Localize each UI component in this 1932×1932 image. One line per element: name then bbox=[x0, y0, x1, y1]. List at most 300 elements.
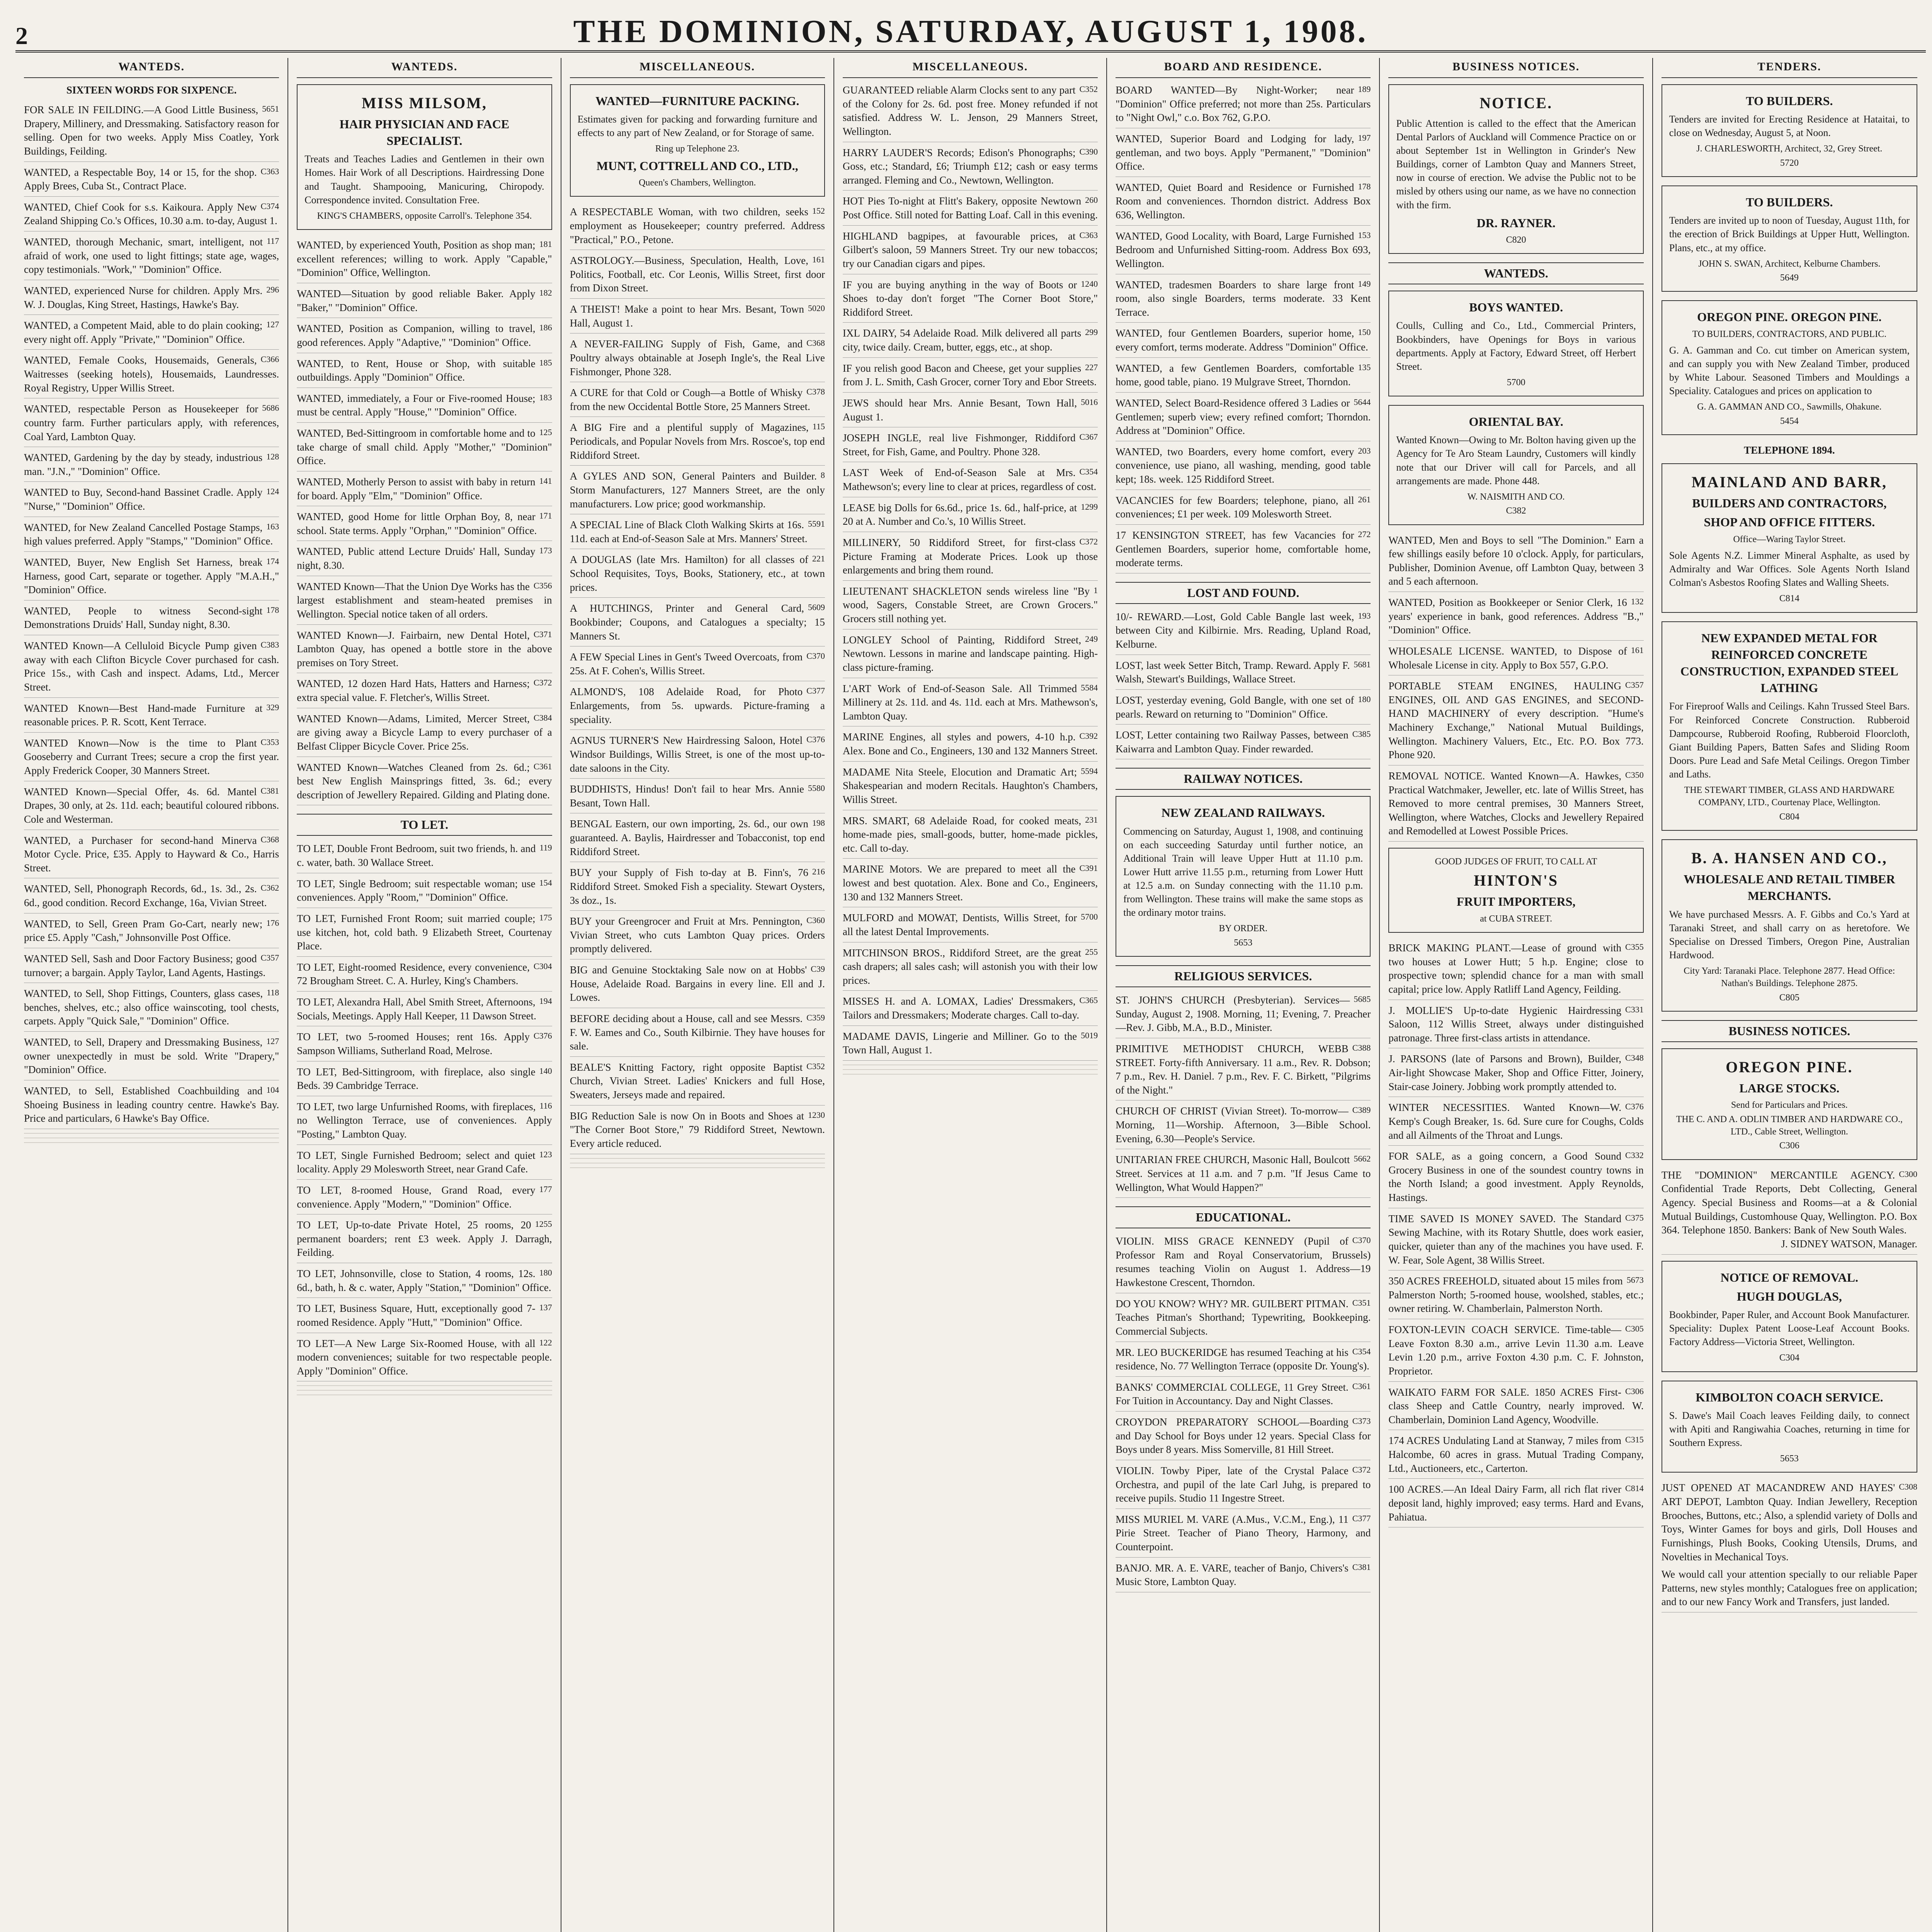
ad-line: at CUBA STREET. bbox=[1480, 913, 1552, 924]
display-ad-hintons bbox=[1388, 848, 1643, 933]
ad-code: 1299 bbox=[1081, 502, 1098, 512]
text-filler bbox=[570, 1158, 825, 1172]
classified-ad bbox=[570, 254, 825, 299]
ad-code: C385 bbox=[1352, 729, 1371, 739]
ad-code: 5584 bbox=[1081, 682, 1098, 692]
ad-text: BUDDHISTS, Hindus! Don't fail to hear Mrs. Annie Besant, Town Hall. bbox=[570, 783, 804, 809]
page-number: 2 bbox=[15, 22, 28, 49]
ad-code: 125 bbox=[539, 427, 552, 437]
ad-text: BIG and Genuine Stocktaking Sale now on at Hobbs' House, Adelaide Road. Bargains in every line. Ell and J. Lowes. bbox=[570, 964, 825, 1003]
column-heading: TENDERS. bbox=[1662, 58, 1917, 78]
ad-text: BANJO. MR. A. E. VARE, teacher of Banjo, Chivers's Music Store, Lambton Quay. bbox=[1116, 1562, 1349, 1588]
tender-title: TO BUILDERS. bbox=[1746, 195, 1833, 209]
ad-code: 5653 bbox=[1780, 1454, 1799, 1464]
ad-code: C382 bbox=[1506, 506, 1526, 516]
ad-code: C390 bbox=[1079, 146, 1098, 156]
ad-code: 261 bbox=[1358, 494, 1371, 504]
ad-title: BOYS WANTED. bbox=[1469, 300, 1563, 315]
classified-ad bbox=[1116, 529, 1371, 573]
display-ad-furniture-packing bbox=[570, 84, 825, 197]
ad-text: CHURCH OF CHRIST (Vivian Street). To-morrow—Morning, 11—Worship. Afternoon, 3—Bible School. Evening, 6.30—People's Service. bbox=[1116, 1105, 1371, 1145]
classified-ad bbox=[24, 235, 279, 280]
ad-text: WANTED, a Purchaser for second-hand Minerva Motor Cycle. Price, £35. Apply to Hayward & Co., Harris Street. bbox=[24, 834, 279, 874]
ad-code: 8 bbox=[820, 470, 825, 480]
ad-signoff: DR. RAYNER. bbox=[1476, 216, 1556, 230]
ad-code: C372 bbox=[1352, 1464, 1371, 1475]
classified-ad bbox=[297, 712, 552, 757]
classified-ad bbox=[843, 278, 1098, 323]
ad-text: 100 ACRES.—An Ideal Dairy Farm, all rich flat river deposit land, highly improved; easy terms. Hard and Evans, Pahiatua. bbox=[1388, 1483, 1644, 1523]
ad-subtitle: TO BUILDERS, CONTRACTORS, AND PUBLIC. bbox=[1692, 329, 1887, 339]
ad-text: ST. JOHN'S CHURCH (Presbyterian). Services—Sunday, August 2, 1908. Morning, 11; Evening, 7. Preacher—Rev. J. Gibb, M.A., B.D., Minister. bbox=[1116, 994, 1371, 1034]
ad-code: C304 bbox=[1779, 1353, 1799, 1363]
column-3 bbox=[561, 58, 834, 1932]
ad-text: WANTED, Female Cooks, Housemaids, Generals, Waitresses (seeking hotels), Housemaids, Laundresses. Royal Registry, Upper Willis Street. bbox=[24, 354, 279, 394]
ad-code: C357 bbox=[1625, 680, 1644, 690]
classified-ad bbox=[1116, 1346, 1371, 1377]
ad-text: WANTED, Chief Cook for s.s. Kaikoura. Apply New Zealand Shipping Co.'s Offices, 10.30 a.m. to-day, August 1. bbox=[24, 201, 277, 227]
ad-code: 227 bbox=[1085, 362, 1098, 372]
classified-ad bbox=[570, 650, 825, 681]
ad-code: C367 bbox=[1079, 432, 1098, 442]
ad-text: WANTED, thorough Mechanic, smart, intelligent, not afraid of work, one used to light fittings; state age, wages, copy testimonials. "Work," "Dominion" Office. bbox=[24, 236, 279, 276]
text-filler bbox=[24, 1133, 279, 1147]
tender-code: 5720 bbox=[1780, 158, 1799, 168]
ad-text: WANTED, to Sell, Established Coachbuilding and Shoeing Business in leading country centre. Hawke's Bay. Price and particulars, 6 Hawke's Bay Office. bbox=[24, 1085, 279, 1124]
ad-body: Wanted Known—Owing to Mr. Bolton having given up the Agency for Te Aro Steam Laundry, Customers will kindly note that our Driver will call for Parcels, and all arrangements are made. Phone 448. bbox=[1396, 434, 1636, 486]
ad-text: WANTED, a few Gentlemen Boarders, comfortable home, good table, piano. 19 Mulgrave Street, Thorndon. bbox=[1116, 362, 1354, 388]
ad-tail: We would call your attention specially to our reliable Paper Patterns, new styles monthly; Catalogues free on application; and to our new Fancy Work and Transfers, just landed. bbox=[1661, 1568, 1917, 1608]
ad-code: C300 bbox=[1899, 1169, 1917, 1179]
ad-text: A FEW Special Lines in Gent's Tweed Overcoats, from 25s. At F. Cohen's, Willis Street. bbox=[570, 651, 803, 677]
ad-code: C331 bbox=[1625, 1004, 1644, 1014]
ad-code: 5454 bbox=[1780, 416, 1799, 426]
ad-signoff: BY ORDER. bbox=[1219, 923, 1268, 934]
classified-ad bbox=[297, 322, 552, 353]
classified-ad bbox=[1116, 728, 1371, 759]
ad-text: LOST, yesterday evening, Gold Bangle, with one set of pearls. Reward on returning to "Dominion" Office. bbox=[1116, 694, 1354, 720]
classified-ad bbox=[570, 421, 825, 466]
ad-code: C383 bbox=[260, 640, 279, 650]
ad-code: C370 bbox=[1352, 1235, 1371, 1245]
ad-text: WHOLESALE LICENSE. WANTED, to Dispose of Wholesale License in city. Apply to Box 557, G.P.O. bbox=[1388, 645, 1627, 671]
ad-text: WANTED, Position as Bookkeeper or Senior Clerk, 16 years' experience in bank, good references. Address "B.," "Dominion" Office. bbox=[1388, 597, 1644, 636]
ad-code: 5644 bbox=[1354, 397, 1371, 407]
ad-body: Treats and Teaches Ladies and Gentlemen in their own Homes. Hair Work of all Descriptions. Hairdressing Done and Taught. Shampooing, Manicuring, Chiropody. Correspondence invited. Consultation Free. bbox=[304, 153, 544, 206]
classified-ad bbox=[843, 362, 1098, 393]
ad-text: A RESPECTABLE Woman, with two children, seeks employment as Housekeeper; country preferred. Address "Practical," P.O., Petone. bbox=[570, 206, 825, 245]
ad-code: 5700 bbox=[1507, 377, 1526, 388]
classified-ad bbox=[843, 1030, 1098, 1061]
ad-code: C304 bbox=[533, 961, 552, 971]
ad-code: C332 bbox=[1625, 1150, 1644, 1160]
ad-text: MISSES H. and A. LOMAX, Ladies' Dressmakers, Tailors and Dressmakers; Moderate charges. Call to-day. bbox=[842, 995, 1080, 1021]
ad-code: C354 bbox=[1079, 467, 1098, 477]
ad-code: 154 bbox=[539, 878, 552, 888]
ad-line: WHOLESALE AND RETAIL TIMBER MERCHANTS. bbox=[1684, 872, 1895, 903]
ad-text: WANTED, 12 dozen Hard Hats, Hatters and Harness; extra special value. F. Fletcher's, Willis Street. bbox=[297, 678, 530, 704]
classified-ad bbox=[24, 917, 279, 948]
ad-firm: THE STEWART TIMBER, GLASS AND HARDWARE COMPANY, LTD., Courtenay Place, Wellington. bbox=[1684, 785, 1895, 808]
ad-code: C376 bbox=[1625, 1102, 1644, 1112]
classified-ad bbox=[843, 327, 1098, 357]
classified-ad bbox=[297, 761, 552, 806]
classified-ad bbox=[843, 633, 1098, 678]
ad-code: 140 bbox=[539, 1066, 552, 1076]
ad-text: WANTED, to Sell, Drapery and Dressmaking Business, owner unexpectedly in must be sold. Write "Drapery," "Dominion" Office. bbox=[24, 1036, 279, 1076]
classified-ad bbox=[297, 842, 552, 873]
ad-code: C377 bbox=[806, 686, 825, 696]
ad-text: VIOLIN. Towby Piper, late of the Crystal Palace Orchestra, and pupil of the late Carl Juhg, is prepared to receive pupils. Studio 11 Ingestre Street. bbox=[1116, 1464, 1371, 1504]
ad-address: KING'S CHAMBERS, opposite Carroll's. Telephone 354. bbox=[317, 211, 532, 221]
ad-text: HOT Pies To-night at Flitt's Bakery, opposite Newtown Post Office. Still noted for Batting Loaf. Call in this evening. bbox=[842, 195, 1098, 221]
ad-code: 182 bbox=[539, 288, 552, 298]
classified-ad bbox=[570, 553, 825, 598]
ad-text: WANTED, Good Locality, with Board, Large Furnished Bedroom and Unfurnished Sitting-room. Address Box 693, Wellington. bbox=[1116, 230, 1371, 269]
classified-ad bbox=[843, 995, 1098, 1026]
ad-text: BOARD WANTED—By Night-Worker; near "Dominion" Office preferred; not more than 25s. Particulars to "Night Owl," c.o. Box 762, G.P.O. bbox=[1116, 84, 1371, 124]
ad-text: JOSEPH INGLE, real live Fishmonger, Riddiford Street, for Fish, Game, and Poultry. Phone 328. bbox=[842, 432, 1076, 457]
display-ad-milsom bbox=[297, 84, 552, 230]
telephone-label: TELEPHONE 1894. bbox=[1744, 444, 1835, 456]
tender-signoff: J. CHARLESWORTH, Architect, 32, Grey Street. bbox=[1696, 144, 1883, 154]
ad-code: 104 bbox=[266, 1085, 279, 1095]
classified-ad bbox=[24, 103, 279, 162]
classified-ad bbox=[24, 882, 279, 913]
ad-title: KIMBOLTON COACH SERVICE. bbox=[1696, 1390, 1883, 1404]
ad-text: WANTED Known—Best Hand-made Furniture at reasonable prices. P. R. Scott, Kent Terrace. bbox=[24, 702, 263, 728]
classified-ad bbox=[1388, 596, 1643, 641]
classified-ad bbox=[570, 685, 825, 730]
ad-name: HINTON'S bbox=[1474, 872, 1558, 889]
classified-ad bbox=[843, 396, 1098, 427]
classified-ad bbox=[297, 1030, 552, 1061]
ad-text: AGNUS TURNER'S New Hairdressing Saloon, Hotel Windsor Buildings, Willis Street, is one of the most up-to-date saloons in the City. bbox=[570, 735, 825, 774]
classified-ad bbox=[24, 319, 279, 350]
classified-ad bbox=[1388, 1212, 1643, 1271]
ad-code: C39 bbox=[811, 964, 825, 974]
ad-text: WANTED, to Sell, Shop Fittings, Counters, glass cases, benches, shelves, etc.; also office wainscoting, tool chests, carpets. Apply "Quick Sale," "Dominion" Office. bbox=[24, 988, 279, 1027]
ad-text: TO LET—A New Large Six-Roomed House, with all modern conveniences; suitable for two respectable people. Apply "Dominion" Office. bbox=[297, 1337, 552, 1377]
ad-code: C353 bbox=[260, 737, 279, 747]
classified-ad bbox=[297, 475, 552, 506]
classified-ad bbox=[843, 466, 1098, 497]
ad-code: 161 bbox=[1631, 645, 1644, 655]
ad-text: THE "DOMINION" MERCANTILE AGENCY. Confidential Trade Reports, Debt Collecting, General Agency. Special Business and Rooms—at a & Colonial Mutual Buildings, Customhouse Quay, Wellington. P.O. Box 364. Telephone 1850. Bankers: Bank of New South Wales. bbox=[1661, 1169, 1917, 1236]
ad-text: WANTED, Sell, Phonograph Records, 6d., 1s. 3d., 2s. 6d., good condition. Record Exchange, 16a, Vivian Street. bbox=[24, 883, 267, 909]
column-5 bbox=[1107, 58, 1380, 1932]
ad-code: 5653 bbox=[1234, 937, 1253, 948]
ad-code: C381 bbox=[260, 786, 279, 796]
ad-title: ORIENTAL BAY. bbox=[1469, 415, 1563, 429]
ad-code: C348 bbox=[1625, 1053, 1644, 1063]
ad-text: DO YOU KNOW? WHY? MR. GUILBERT PITMAN. Teaches Pitman's Shorthand; Typewriting, Bookkeeping. Commercial Subjects. bbox=[1116, 1298, 1371, 1337]
classified-ad bbox=[297, 677, 552, 708]
ad-code: 173 bbox=[539, 546, 552, 556]
ad-code: C370 bbox=[806, 651, 825, 661]
column-1 bbox=[15, 58, 288, 1932]
ad-body: Estimates given for packing and forwarding furniture and effects to any part of New Zealand, or for Storage of same. bbox=[577, 114, 817, 139]
ad-text: 174 ACRES Undulating Land at Stanway, 7 miles from Halcombe, 60 acres in grass. Mutual Trading Company, Ltd., Auctioneers, etc., Carterton. bbox=[1388, 1435, 1644, 1474]
ad-footer: City Yard: Taranaki Place. Telephone 2877. Head Office: Nathan's Buildings. Telephone 2875. bbox=[1684, 966, 1895, 989]
ad-code: 185 bbox=[539, 357, 552, 367]
classified-ad bbox=[843, 911, 1098, 942]
classified-ad bbox=[1116, 1042, 1371, 1101]
ad-text: WANTED, tradesmen Boarders to share large front room, also single Boarders, terms moderate. 33 Kent Terrace. bbox=[1116, 279, 1371, 318]
ad-text: 10/- REWARD.—Lost, Gold Cable Bangle last week, between City and Kilbirnie. Mrs. Reading, Upland Road, Kelburne. bbox=[1116, 611, 1371, 650]
classified-ad bbox=[1116, 659, 1371, 690]
classified-ad bbox=[297, 629, 552, 673]
ad-code: 116 bbox=[539, 1100, 552, 1111]
classified-ad bbox=[24, 521, 279, 552]
classified-ad bbox=[1116, 694, 1371, 724]
classified-ad bbox=[1388, 1386, 1643, 1430]
ad-text: LAST Week of End-of-Season Sale at Mrs. Mathewson's; every line to clear at prices, regardless of cost. bbox=[842, 467, 1097, 492]
ad-code: 189 bbox=[1358, 84, 1371, 94]
ad-phone: Ring up Telephone 23. bbox=[655, 144, 740, 154]
classified-ad bbox=[570, 817, 825, 862]
ad-text: WANTED, Public attend Lecture Druids' Hall, Sunday night, 8.30. bbox=[297, 546, 536, 571]
classified-ad bbox=[24, 284, 279, 315]
classified-ad bbox=[24, 736, 279, 781]
ad-code: 249 bbox=[1085, 634, 1098, 644]
ad-text: MISS MURIEL M. VARE (A.Mus., V.C.M., Eng.), 11 Pirie Street. Teacher of Piano Theory, Harmony, and Counterpoint. bbox=[1116, 1513, 1371, 1553]
tender-body: Tenders are invited for Erecting Residence at Hataitai, to close on Wednesday, August 5, at Noon. bbox=[1669, 114, 1910, 139]
classified-ad bbox=[843, 682, 1098, 727]
ad-code: 118 bbox=[267, 988, 279, 998]
classified-ad bbox=[24, 1036, 279, 1080]
ad-list bbox=[570, 205, 825, 1154]
ad-code: 5700 bbox=[1081, 912, 1098, 922]
ad-code: 175 bbox=[539, 912, 552, 922]
ad-text: MADAME Nita Steele, Elocution and Dramatic Art; Shakespearian and modern Recitals. Haughton's Chambers, Willis Street. bbox=[842, 766, 1098, 805]
classified-ad bbox=[24, 702, 279, 733]
column-4 bbox=[834, 58, 1107, 1932]
column-heading: MISCELLANEOUS. bbox=[843, 58, 1098, 78]
ad-text: WANTED, to Rent, House or Shop, with suitable outbuildings. Apply "Dominion" Office. bbox=[297, 357, 536, 383]
ad-code: C350 bbox=[1625, 770, 1644, 780]
ad-code: C372 bbox=[1079, 536, 1098, 546]
ad-text: PRIMITIVE METHODIST CHURCH, WEBB STREET. Forty-fifth Anniversary. 11 a.m., Rev. R. Dobson; 7 p.m., Rev. H. Daniel. 7 p.m., Rev. F. C. Birkett, "Pilgrims of the Night." bbox=[1116, 1043, 1371, 1096]
ad-text: WANTED, good Home for little Orphan Boy, 8, near school. State terms. Apply "Orphan," "Dominion" Office. bbox=[297, 511, 537, 536]
classified-ad bbox=[1116, 1104, 1371, 1149]
ad-text: J. PARSONS (late of Parsons and Brown), Builder, Air-light Showcase Maker, Shop and Office Fitter, Joinery, Stair-case Joinery. Jobbing work promptly attended to. bbox=[1388, 1053, 1644, 1092]
classified-ad bbox=[843, 730, 1098, 761]
ad-code: 174 bbox=[266, 556, 279, 566]
classified-ad bbox=[1116, 83, 1371, 128]
classified-ad bbox=[1116, 132, 1371, 177]
classified-ad bbox=[24, 402, 279, 447]
ad-text: WANTED, Select Board-Residence offered 3 Ladies or Gentlemen; superb view; every refined comfort; Thorndon. Address at "Dominion" Office. bbox=[1116, 397, 1371, 437]
ad-text: JEWS should hear Mrs. Annie Besant, Town Hall, August 1. bbox=[842, 397, 1077, 423]
ad-text: WANTED, Quiet Board and Residence or Furnished Room and conveniences. Thorndon district. Address Box 636, Wellington. bbox=[1116, 181, 1371, 221]
ad-code: 176 bbox=[266, 918, 279, 928]
ad-text: A HUTCHINGS, Printer and General Card, Bookbinder; Coupons, and Catalogues a specialty; 15 Manners St. bbox=[570, 602, 825, 642]
ad-line: BUILDERS AND CONTRACTORS, bbox=[1692, 496, 1887, 510]
ad-text: A SPECIAL Line of Black Cloth Walking Skirts at 16s. 11d. each at End-of-Season Sale at Mrs. Manners' Street. bbox=[570, 519, 808, 544]
classified-ad bbox=[843, 946, 1098, 991]
ad-code: 123 bbox=[539, 1149, 552, 1159]
column-heading: MISCELLANEOUS. bbox=[570, 58, 825, 78]
ad-code: 5580 bbox=[808, 783, 825, 793]
ad-text: JUST OPENED AT MACANDREW AND HAYES' ART DEPOT, Lambton Quay. Indian Jewellery, Reception Brooches, Buttons, etc.; Also, a splendid variety of Dolls and Toys, Winter Games for boys and girls, Doll Houses and Furnishings, Plush Books, Cooking Utensils, Drums, and Novelties in Mechanical Toys. bbox=[1661, 1482, 1917, 1563]
ad-text: WANTED, immediately, a Four or Five-roomed House; must be central. Apply "House," "Dominion" Office. bbox=[297, 392, 536, 418]
classified-ad bbox=[570, 337, 825, 382]
ad-text: WANTED—Situation by good reliable Baker. Apply "Baker," "Dominion" Office. bbox=[297, 288, 536, 313]
ad-text: WANTED, to Sell, Green Pram Go-Cart, nearly new; price £5. Apply "Cash," Johnsonville Post Office. bbox=[24, 918, 263, 944]
classified-ad bbox=[297, 1267, 552, 1298]
ad-text: WANTED, a Respectable Boy, 14 or 15, for the shop. Apply Brees, Cuba St., Contract Place. bbox=[24, 166, 257, 192]
ad-code: 1255 bbox=[535, 1219, 552, 1229]
ad-code: 122 bbox=[539, 1337, 552, 1347]
display-ad-oriental-bay bbox=[1388, 405, 1643, 525]
ad-code: C362 bbox=[260, 883, 279, 893]
ad-men-boys bbox=[1388, 534, 1643, 592]
ad-text: TO LET, Single Furnished Bedroom; select and quiet locality. Apply 29 Molesworth Street, near Grand Cafe. bbox=[297, 1149, 536, 1175]
ad-text: LOST, last week Setter Bitch, Tramp. Reward. Apply F. Walsh, Stewart's Buildings, Wallace Street. bbox=[1116, 659, 1350, 685]
ad-title: NEW EXPANDED METAL FOR REINFORCED CONCRETE CONSTRUCTION, EXPANDED STEEL LATHING bbox=[1680, 631, 1898, 695]
ad-text: WANTED Known—That the Union Dye Works has the largest establishment and steam-heated premises in Wellington. Special notice taken of all orders. bbox=[297, 580, 552, 620]
classified-ad bbox=[1388, 1434, 1643, 1479]
ad-code: 260 bbox=[1085, 195, 1098, 205]
ad-code: 119 bbox=[539, 843, 552, 853]
ad-code: 216 bbox=[812, 867, 825, 877]
ad-code: 186 bbox=[539, 323, 552, 333]
ad-text: A BIG Fire and a plentiful supply of Magazines, Periodicals, and Popular Novels from Mrs. Roscoe's, top end Riddiford Street. bbox=[570, 422, 825, 461]
tender-title: TO BUILDERS. bbox=[1746, 94, 1833, 108]
classified-ad bbox=[1388, 769, 1643, 842]
classified-ad bbox=[297, 427, 552, 471]
ad-text: WANTED to Buy, Second-hand Bassinet Cradle. Apply "Nurse," "Dominion" Office. bbox=[24, 486, 263, 512]
classified-ad bbox=[297, 1302, 552, 1333]
classified-ad bbox=[1116, 362, 1371, 393]
ad-code: 272 bbox=[1358, 529, 1371, 539]
classified-ad bbox=[843, 194, 1098, 225]
ad-code: 115 bbox=[812, 422, 825, 432]
ad-text: WANTED, for New Zealand Cancelled Postage Stamps, high values preferred. Apply "Stamps," "Dominion" Office. bbox=[24, 521, 273, 547]
ad-text: FOR SALE IN FEILDING.—A Good Little Business, Drapery, Millinery, and Dressmaking. Satisfactory reason for selling. Open for two weeks. Apply Miss Coatley, York Buildings, Feilding. bbox=[24, 104, 279, 157]
ad-code: 1 bbox=[1094, 585, 1098, 595]
ad-code: C371 bbox=[533, 629, 552, 639]
ad-code: C376 bbox=[533, 1031, 552, 1041]
ad-text: HARRY LAUDER'S Records; Edison's Phonographs; Goss, etc.; Standard, £6; Triumph £12; cash or easy terms arranged. Fleming and Co., Newtown, Wellington. bbox=[842, 146, 1098, 186]
ad-code: 5651 bbox=[262, 104, 279, 114]
ad-text: WANTED, People to witness Second-sight Demonstrations Druids' Hall, Sunday night, 8.30. bbox=[24, 605, 263, 631]
classified-ad bbox=[24, 987, 279, 1032]
ad-list bbox=[1116, 610, 1371, 760]
ad-text: WANTED, a Competent Maid, able to do plain cooking; every night off. Apply "Private," "Dominion" Office. bbox=[24, 320, 263, 345]
ad-text: TIME SAVED IS MONEY SAVED. The Standard Sewing Machine, with its Rotary Shuttle, does work easier, quicker, quieter than any of the machines you have used. F. W. Fear, Sole Agent, 38 Willis Street. bbox=[1388, 1213, 1644, 1266]
ad-body: Sole Agents N.Z. Limmer Mineral Asphalte, as used by Admiralty and War Offices. Sole Agents North Island Colman's Asbestos Roofing Slates and Walling Sheets. bbox=[1669, 550, 1910, 588]
classified-ad bbox=[1116, 1561, 1371, 1592]
ad-code: 137 bbox=[539, 1303, 552, 1313]
ad-text: ALMOND'S, 108 Adelaide Road, for Photo Enlargements, from 5s. upwards. Picture-framing a speciality. bbox=[570, 686, 825, 725]
ad-code: 203 bbox=[1358, 446, 1371, 456]
section-business: BUSINESS NOTICES. bbox=[1662, 1020, 1917, 1042]
classified-ad bbox=[1116, 494, 1371, 525]
ad-list bbox=[24, 103, 279, 1129]
ad-text: WANTED, experienced Nurse for children. Apply Mrs. W. J. Douglas, King Street, Hastings, Hawke's Bay. bbox=[24, 284, 263, 310]
section-religious: RELIGIOUS SERVICES. bbox=[1116, 965, 1371, 987]
display-ad-notice bbox=[1388, 84, 1643, 254]
ad-code: 163 bbox=[266, 521, 279, 531]
ad-text: WANTED Known—Watches Cleaned from 2s. 6d.; best New English Mainsprings fitted, 3s. 6d.; every description of Jewellery Repaired. Gilding and Plating done. bbox=[297, 761, 552, 801]
column-6 bbox=[1380, 58, 1653, 1932]
ad-code: 117 bbox=[267, 236, 279, 246]
ad-list bbox=[843, 83, 1098, 1061]
ad-code: 5662 bbox=[1354, 1154, 1371, 1164]
ad-code: C820 bbox=[1506, 235, 1526, 245]
classified-ad bbox=[1116, 1464, 1371, 1509]
tender-ad bbox=[1662, 84, 1917, 177]
classified-ad bbox=[24, 201, 279, 231]
ad-code: 178 bbox=[1358, 181, 1371, 191]
ad-list bbox=[297, 238, 552, 805]
ad-code: C366 bbox=[260, 354, 279, 364]
ad-text: FOR SALE, as a going concern, a Good Sound Grocery Business in one of the soundest country towns in the North Island; a good investment. Apply Reynolds, Hastings. bbox=[1388, 1150, 1644, 1203]
classified-ad bbox=[843, 536, 1098, 581]
ad-line: SHOP AND OFFICE FITTERS. bbox=[1704, 515, 1875, 529]
classified-ad bbox=[24, 952, 279, 983]
ad-text: WANTED Sell, Sash and Door Factory Business; good turnover; a bargain. Apply Taylor, Land Agents, Hastings. bbox=[24, 952, 266, 978]
ad-code: 152 bbox=[812, 206, 825, 216]
ad-firm: MUNT, COTTRELL AND CO., LTD., bbox=[596, 158, 798, 173]
ad-text: BUY your Supply of Fish to-day at B. Finn's, 76 Riddiford Street. Smoked Fish a speciality. Stewart Oysters, 3s doz., 1s. bbox=[570, 867, 825, 906]
ad-text: IF you relish good Bacon and Cheese, get your supplies from J. L. Smith, Cash Grocer, corner Tory and Ebor Streets. bbox=[842, 362, 1097, 388]
ad-text: TO LET, 8-roomed House, Grand Road, every convenience. Apply "Modern," "Dominion" Office. bbox=[297, 1184, 536, 1210]
display-ad-boys-wanted bbox=[1388, 291, 1643, 396]
classified-ad bbox=[1388, 1483, 1643, 1527]
tender-code: 5649 bbox=[1780, 273, 1799, 283]
ad-text: WANTED Known—Now is the time to Plant Gooseberry and Currant Trees; secure a crop the first year. Apply Frederick Cooper, 30 Manners Street. bbox=[24, 737, 279, 777]
ad-text: WANTED, Motherly Person to assist with baby in return for board. Apply "Elm," "Dominion" Office. bbox=[297, 476, 536, 502]
section-lost-found: LOST AND FOUND. bbox=[1116, 582, 1371, 604]
ad-code: 171 bbox=[539, 511, 552, 521]
newspaper-columns bbox=[15, 58, 1926, 1932]
ad-code: C360 bbox=[806, 915, 825, 925]
ad-text: BENGAL Eastern, our own importing, 2s. 6d., our own guaranteed. A. Baylis, Hairdresser and Tobacconist, top end Riddiford Street. bbox=[570, 818, 825, 857]
classified-ad bbox=[297, 1149, 552, 1180]
ad-code: C354 bbox=[1352, 1346, 1371, 1356]
ad-firm: G. A. GAMMAN AND CO., Sawmills, Ohakune. bbox=[1697, 402, 1882, 412]
ad-text: CROYDON PREPARATORY SCHOOL—Boarding and Day School for Boys under 12 years. Special Class for Boys under 8 years. Miss Somerville, 81 Hill Street. bbox=[1116, 1416, 1371, 1456]
ad-body: Public Attention is called to the effect that the American Dental Parlors of Auckland will Commence Practice on or about September 1st in Wellington in Grinder's New Buildings, corner of Lambton Quay and Manners Street, now in course of erection. We advise the Public not to be misled by others using our name, as we have no connection with the firm. bbox=[1396, 118, 1636, 211]
ad-name: HUGH DOUGLAS, bbox=[1736, 1289, 1842, 1303]
ad-code: 183 bbox=[539, 392, 552, 402]
newspaper-title: THE DOMINION, SATURDAY, AUGUST 1, 1908. bbox=[573, 14, 1368, 49]
ad-code: 124 bbox=[266, 486, 279, 497]
classified-ad bbox=[570, 915, 825, 959]
ad-text: WANTED, Men and Boys to sell "The Dominion." Earn a few shillings easily before 10 o'clock. Apply, for particulars, Publisher, Dominion Avenue, off Lambton Quay, between 3 and 5 each afternoon. bbox=[1388, 534, 1644, 587]
ad-code: 128 bbox=[266, 452, 279, 462]
ad-text: ASTROLOGY.—Business, Speculation, Health, Love, Politics, Football, etc. Cor Leonis, Willis Street, first door from Dixon Street. bbox=[570, 255, 825, 294]
ad-list bbox=[1388, 941, 1643, 1527]
classified-ad bbox=[24, 486, 279, 517]
ad-text: WANTED Known—J. Fairbairn, new Dental Hotel, Lambton Quay, has opened a bottle store in the above premises on Tory Street. bbox=[297, 629, 552, 668]
ad-text: REMOVAL NOTICE. Wanted Known—A. Hawkes, Practical Watchmaker, Jeweller, etc. late of Willis Street, has Removed to more central premises, 30 Manners Street, Wellington, where Watches, Clocks and Jewellery Repaired and Remodelled at Lowest Possible Prices. bbox=[1388, 770, 1644, 837]
tender-list bbox=[1662, 84, 1917, 292]
classified-ad bbox=[297, 287, 552, 318]
ad-text: WANTED, Buyer, New English Set Harness, break Harness, good Cart, separate or together. Apply "M.A.H.," "Dominion" Office. bbox=[24, 556, 279, 596]
ad-text: MR. LEO BUCKERIDGE has resumed Teaching at his residence, No. 77 Wellington Terrace (opposite Dr. Young's). bbox=[1116, 1346, 1369, 1372]
classified-ad bbox=[297, 1184, 552, 1214]
ad-code: 193 bbox=[1358, 611, 1371, 621]
classified-ad bbox=[1116, 230, 1371, 274]
ad-text: BEALE'S Knitting Factory, right opposite Baptist Church, Vivian Street. Ladies' Knickers and full Hose, Sweaters, Jerseys made and repaired. bbox=[570, 1061, 825, 1101]
ad-code: 5681 bbox=[1354, 659, 1371, 669]
ad-line: Office—Waring Taylor Street. bbox=[1733, 534, 1846, 544]
classified-ad bbox=[24, 834, 279, 879]
